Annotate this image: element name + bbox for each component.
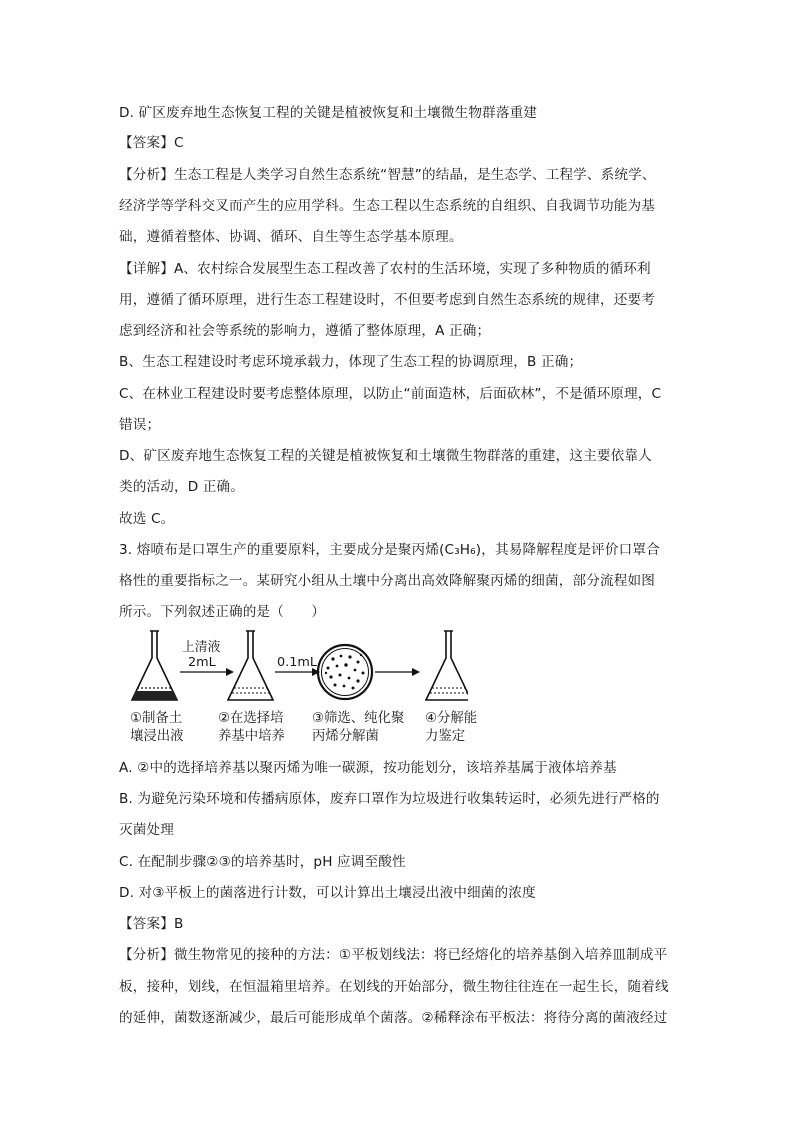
- step-1-label: ①制备土: [130, 711, 183, 726]
- soil-sediment-icon: [132, 688, 177, 700]
- liquid-medium-icon: [430, 688, 467, 693]
- analysis-line: 【分析】微生物常见的接种的方法：①平板划线法：将已经熔化的培养基倒入培养皿制成平: [119, 947, 668, 963]
- option-d-previous: D. 矿区废弃地生态恢复工程的关键是植被恢复和土壤微生物群落重建: [119, 105, 538, 121]
- choose-line: 故选 C。: [119, 511, 175, 527]
- detail-line: 虑到经济和社会等系统的影响力，遵循了整体原理，A 正确；: [119, 323, 491, 339]
- detail-line: 【详解】A、农村综合发展型生态工程改善了农村的生活环境，实现了多种物质的循环利: [119, 261, 651, 277]
- detail-line: C、在林业工程建设时要考虑整体原理，以防止“前面造林，后面砍林”，不是循环原理，C: [119, 386, 662, 402]
- answer-label: 【答案】C: [119, 135, 184, 151]
- detail-line: D、矿区废弃地生态恢复工程的关键是植被恢复和土壤微生物群落的重建，这主要依靠人: [119, 448, 652, 464]
- detail-line: 错误；: [119, 417, 161, 433]
- step-3-label: 丙烯分解菌: [312, 729, 379, 744]
- detail-line: B、生态工程建设时考虑环境承载力，体现了生态工程的协调原理，B 正确；: [119, 354, 583, 370]
- liquid-medium-icon: [232, 688, 269, 693]
- arrow-1-bottom-label: 2mL: [188, 655, 216, 670]
- option-a: A. ②中的选择培养基以聚丙烯为唯一碳源，按功能划分，该培养基属于液体培养基: [119, 760, 617, 776]
- step-4-label: 力鉴定: [425, 729, 466, 744]
- step-2-label: 养基中培养: [218, 729, 285, 744]
- question-3-stem: 3. 熔喷布是口罩生产的重要原料，主要成分是聚丙烯(C₃H₆)，其易降解程度是评价口罩合: [119, 542, 660, 558]
- step-1-label: 壤浸出液: [130, 729, 184, 744]
- option-b: B. 为避免污染环境和传播病原体，废弃口罩作为垃圾进行收集转运时，必须先进行严格的: [119, 791, 660, 807]
- analysis-line: 【分析】生态工程是人类学习自然生态系统“智慧”的结晶，是生态学、工程学、系统学、: [119, 167, 656, 183]
- detail-line: 类的活动，D 正确。: [119, 479, 245, 495]
- flask-2-icon: [228, 631, 273, 700]
- arrow-3-icon: [375, 668, 420, 676]
- analysis-line: 础，遵循着整体、协调、循环、自生等生态学基本原理。: [119, 229, 463, 245]
- flask-4-icon: [426, 631, 468, 700]
- step-4-label: ④分解能: [425, 711, 478, 726]
- bacterial-colonies-icon: [325, 654, 365, 690]
- analysis-line: 的延伸，菌数逐渐减少，最后可能形成单个菌落。②稀释涂布平板法：将待分离的菌液经过: [119, 1010, 668, 1026]
- detail-line: 用，遵循了循环原理，进行生态工程建设时，不但要考虑到自然生态系统的规律，还要考: [119, 292, 656, 308]
- experiment-flow-figure: [128, 628, 478, 750]
- flask-1-icon: [132, 631, 177, 700]
- arrow-2-label: 0.1mL: [277, 655, 317, 670]
- step-2-label: ②在选择培: [218, 711, 284, 726]
- option-d: D. 对③平板上的菌落进行计数，可以计算出土壤浸出液中细菌的浓度: [119, 885, 536, 901]
- question-3-stem: 所示。下列叙述正确的是（ ）: [119, 604, 326, 620]
- answer-label: 【答案】B: [119, 916, 184, 932]
- analysis-line: 经济学等学科交叉而产生的应用学科。生态工程以生态系统的自组织、自我调节功能为基: [119, 198, 656, 214]
- step-3-label: ③筛选、纯化聚: [312, 711, 405, 726]
- option-c: C. 在配制步骤②③的培养基时，pH 应调至酸性: [119, 854, 406, 870]
- arrow-1-top-label: 上清液: [182, 640, 221, 655]
- analysis-line: 板，接种，划线，在恒温箱里培养。在划线的开始部分，微生物往往连在一起生长，随着线: [119, 979, 669, 995]
- question-3-stem: 格性的重要指标之一。某研究小组从土壤中分离出高效降解聚丙烯的细菌，部分流程如图: [119, 573, 656, 589]
- option-b: 灭菌处理: [119, 822, 174, 838]
